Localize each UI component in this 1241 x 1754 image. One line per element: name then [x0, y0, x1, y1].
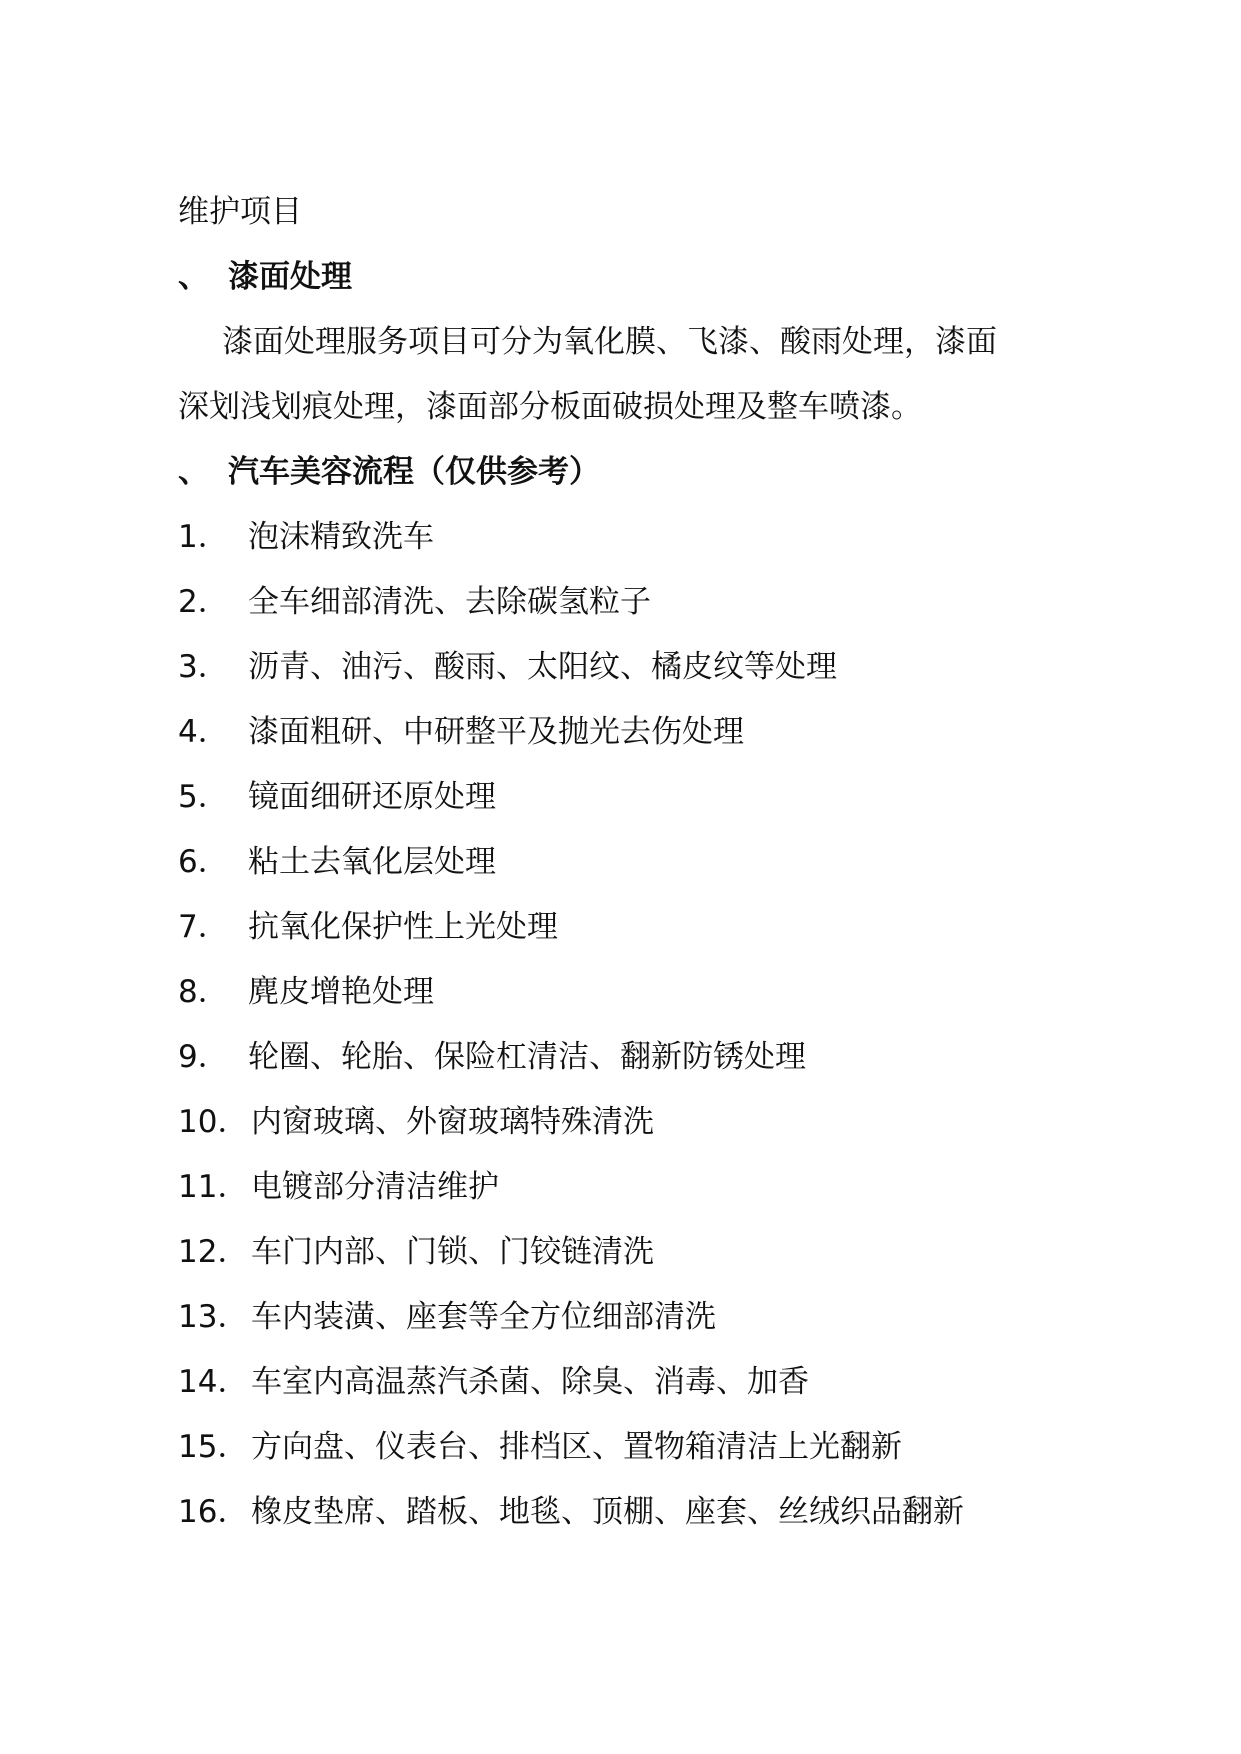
list-number: 14．: [178, 1364, 249, 1400]
paragraph-line: 深划浅划痕处理，漆面部分板面破损处理及整车喷漆。: [178, 389, 922, 425]
list-item: [178, 1362, 809, 1402]
list-item: [178, 777, 496, 817]
list-text: 沥青、油污、酸雨、太阳纹、橘皮纹等处理: [248, 649, 837, 685]
list-text: 粘土去氧化层处理: [248, 844, 496, 880]
list-item: [178, 1297, 716, 1337]
list-number: 8．: [178, 974, 229, 1010]
list-item: [178, 1492, 964, 1532]
list-text: 抗氧化保护性上光处理: [248, 909, 558, 945]
list-number: 15．: [178, 1429, 249, 1465]
list-text: 漆面粗研、中研整平及抛光去伤处理: [248, 714, 744, 750]
list-number: 6．: [178, 844, 229, 880]
list-number: 3．: [178, 649, 229, 685]
list-number: 11．: [178, 1169, 249, 1205]
list-text: 内窗玻璃、外窗玻璃特殊清洗: [251, 1104, 654, 1140]
section-bullet: 、: [178, 454, 209, 490]
list-number: 2．: [178, 584, 229, 620]
list-text: 全车细部清洗、去除碳氢粒子: [248, 584, 651, 620]
list-number: 4．: [178, 714, 229, 750]
section-heading-process: [178, 452, 600, 492]
list-text: 轮圈、轮胎、保险杠清洁、翻新防锈处理: [248, 1039, 806, 1075]
list-number: 9．: [178, 1039, 229, 1075]
list-number: 5．: [178, 779, 229, 815]
paragraph-line: 漆面处理服务项目可分为氧化膜、飞漆、酸雨处理，漆面: [222, 324, 997, 360]
list-number: 10．: [178, 1104, 249, 1140]
list-number: 7．: [178, 909, 229, 945]
list-number: 16．: [178, 1494, 249, 1530]
list-number: 1．: [178, 519, 229, 555]
top-line: 维护项目: [178, 194, 302, 230]
list-item: [178, 1232, 654, 1272]
section-title: 汽车美容流程（仅供参考）: [228, 454, 600, 490]
list-item: [178, 907, 558, 947]
list-item: [178, 582, 651, 622]
list-text: 车内装潢、座套等全方位细部清洗: [251, 1299, 716, 1335]
list-text: 电镀部分清洁维护: [251, 1169, 499, 1205]
list-item: [178, 1037, 806, 1077]
list-text: 橡皮垫席、踏板、地毯、顶棚、座套、丝绒织品翻新: [251, 1494, 964, 1530]
list-number: 12．: [178, 1234, 249, 1270]
list-item: [178, 1167, 499, 1207]
list-text: 泡沫精致洗车: [248, 519, 434, 555]
section-bullet: 、: [178, 259, 209, 295]
list-text: 车门内部、门锁、门铰链清洗: [251, 1234, 654, 1270]
list-text: 车室内高温蒸汽杀菌、除臭、消毒、加香: [251, 1364, 809, 1400]
list-item: [178, 1427, 902, 1467]
list-item: [178, 647, 837, 687]
section-title: 漆面处理: [228, 259, 352, 295]
list-item: [178, 712, 744, 752]
list-text: 麂皮增艳处理: [248, 974, 434, 1010]
list-item: [178, 842, 496, 882]
list-item: [178, 517, 434, 557]
list-number: 13．: [178, 1299, 249, 1335]
list-item: [178, 972, 434, 1012]
section-heading-paint: [178, 257, 352, 297]
list-text: 方向盘、仪表台、排档区、置物箱清洁上光翻新: [251, 1429, 902, 1465]
list-text: 镜面细研还原处理: [248, 779, 496, 815]
list-item: [178, 1102, 654, 1142]
